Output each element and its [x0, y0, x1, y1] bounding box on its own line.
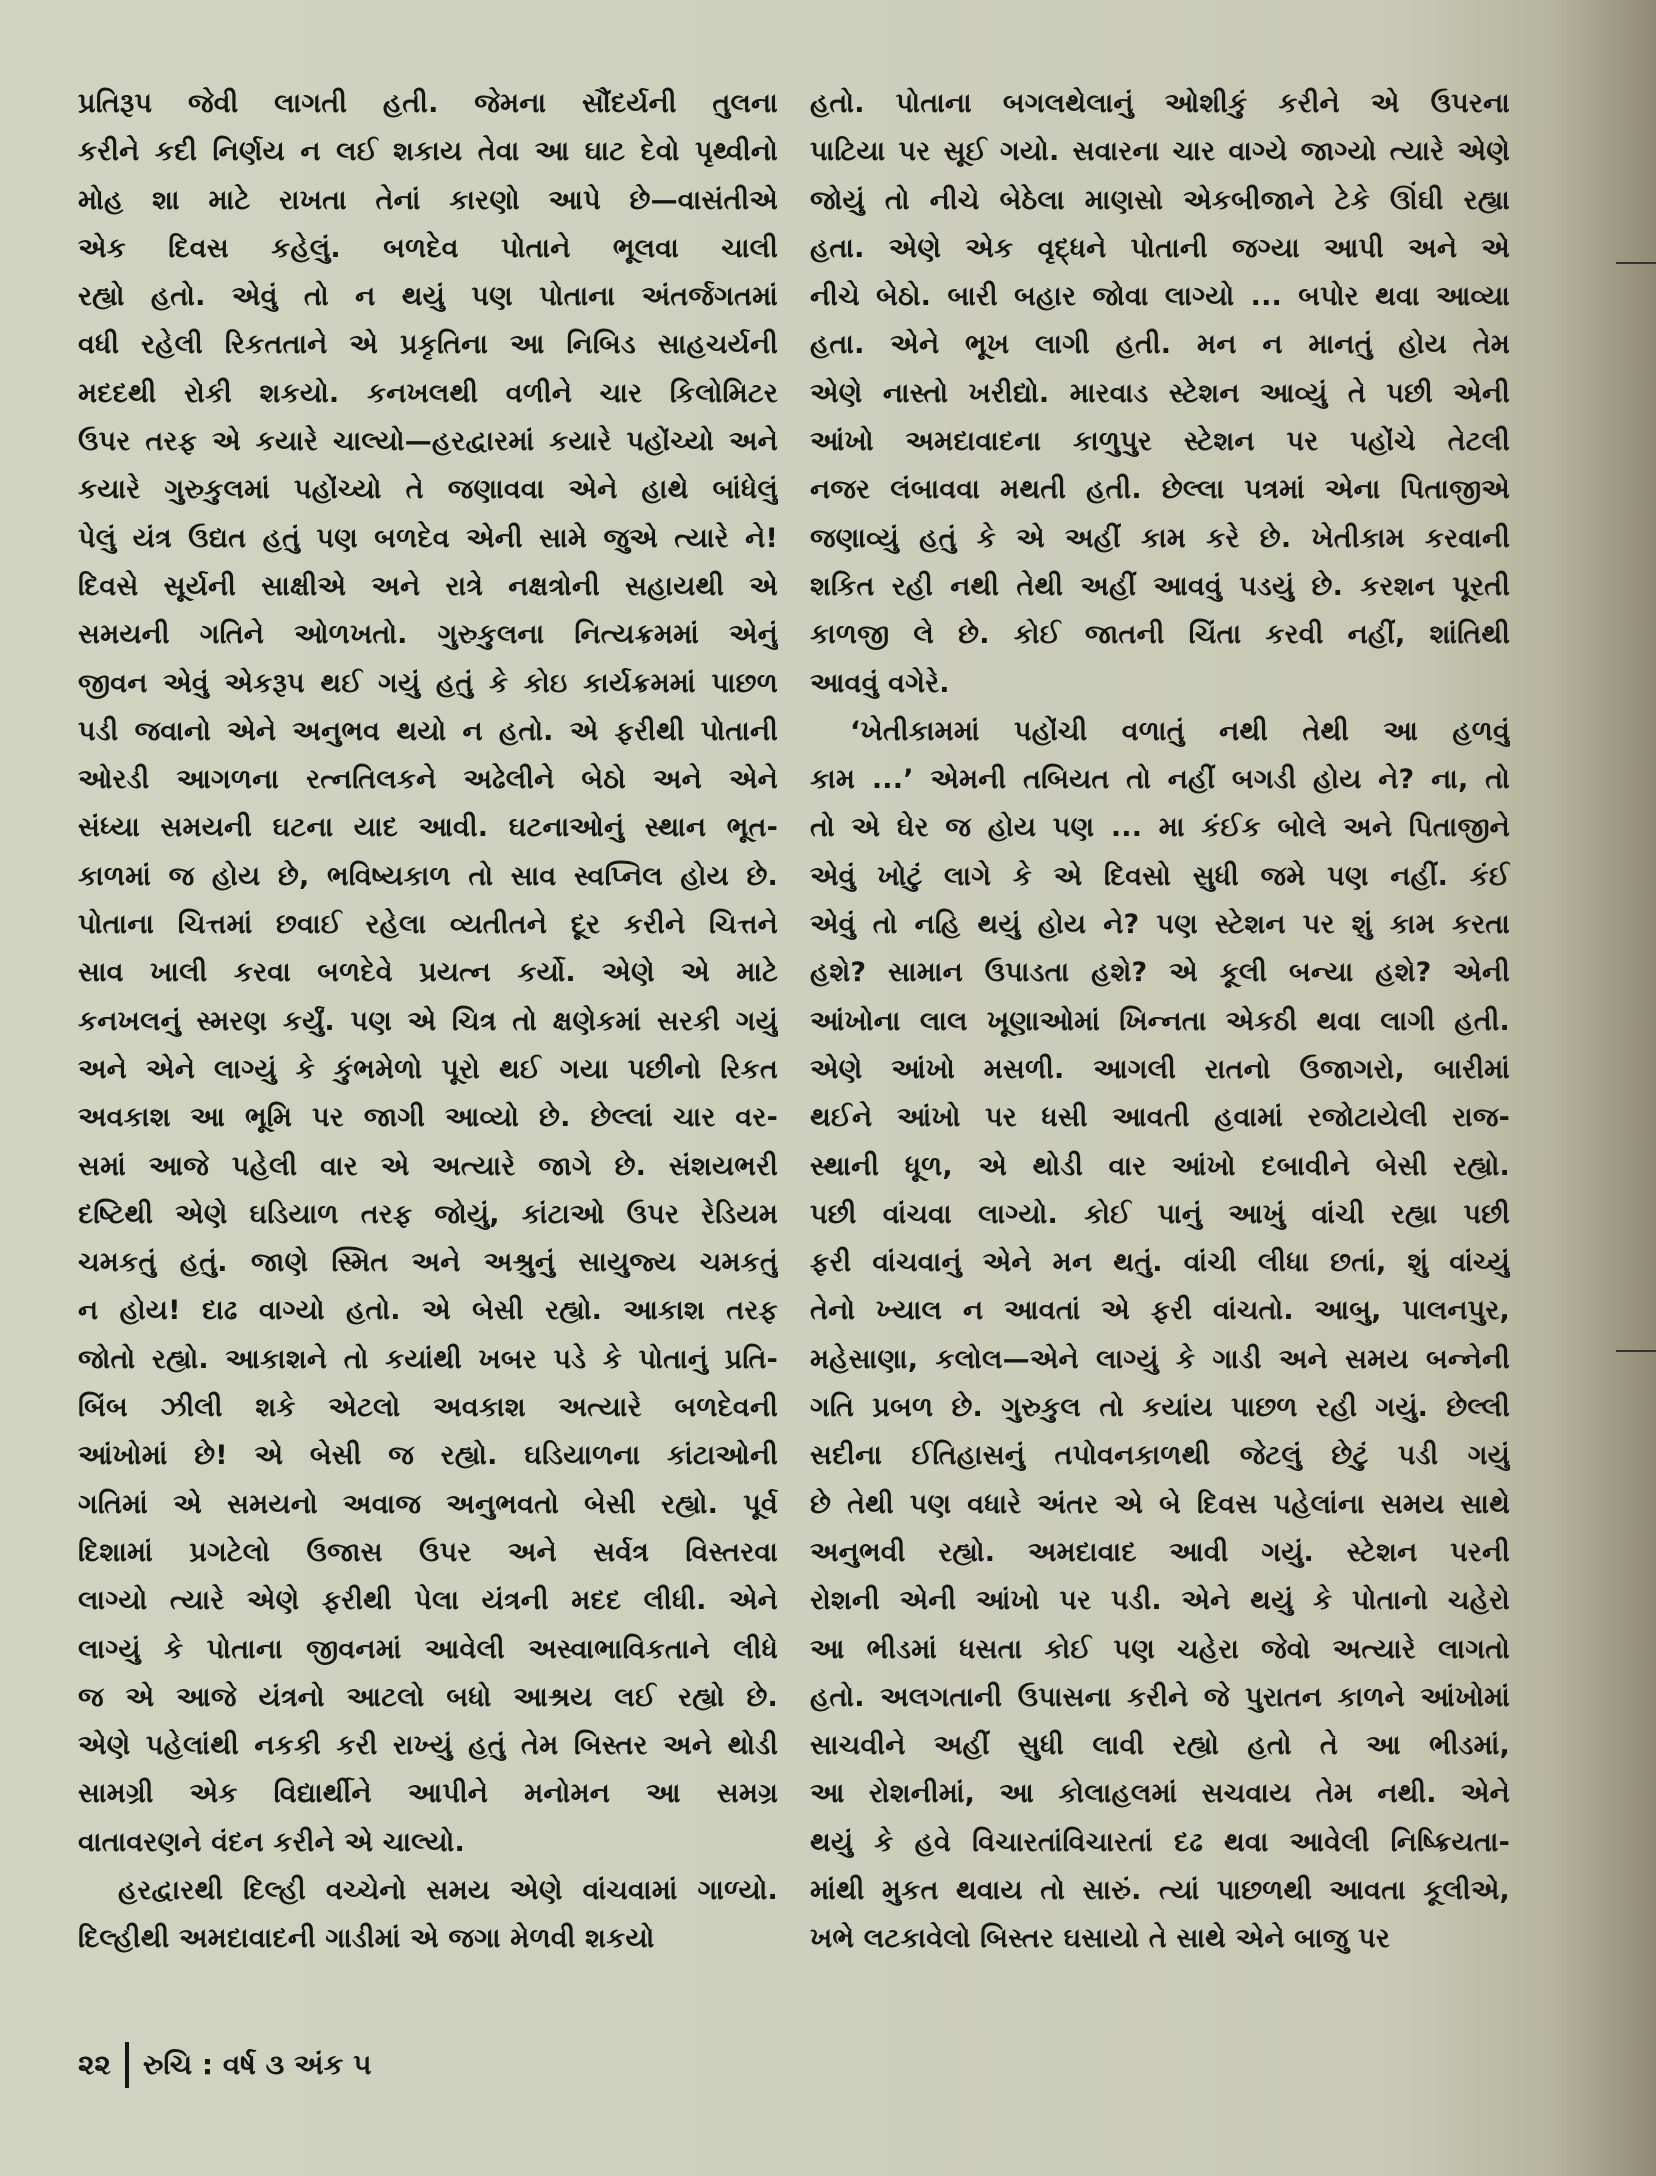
text-line: ‘ખેતીકામમાં પહોંચી વળાતું નથી તેથી આ હળવું — [850, 715, 1510, 747]
text-line: હતા. એણે એક વૃદ્ધને પોતાની જગ્યા આપી અને એ — [810, 232, 1510, 264]
text-line: ઉપર તરફ એ કયારે ચાલ્યો—હરદ્વારમાં કયારે પહોંચ્યો અને — [78, 426, 778, 458]
text-line: રહ્યો હતો. એવું તો ન થયું પણ પોતાના અંતર્જગતમાં — [78, 281, 778, 313]
text-line: આંખોમાં છે! એ બેસી જ રહ્યો. ઘડિયાળના કાંટાઓની — [78, 1440, 778, 1472]
text-line: અવકાશ આ ભૂમિ પર જાગી આવ્યો છે. છેલ્લાં ચાર વર- — [78, 1102, 778, 1134]
text-line: સદીના ઈતિહાસનું તપોવનકાળથી જેટલું છેટું પડી ગયું — [810, 1440, 1510, 1472]
left-text-column — [78, 80, 778, 1964]
text-line: એણે આંખો મસળી. આગલી રાતનો ઉજાગરો, બારીમાં — [810, 1053, 1510, 1085]
text-line: મદદથી રોકી શકયો. કનખલથી વળીને ચાર કિલોમિટર — [78, 377, 778, 409]
page-number: ૨૨ — [78, 2048, 111, 2081]
text-line: સમયની ગતિને ઓળખતો. ગુરુકુલના નિત્યક્રમમાં એનું — [78, 619, 778, 651]
text-line: એવું તો નહિ થયું હોય ને? પણ સ્ટેશન પર શું કામ કરતા — [810, 909, 1510, 941]
footer-divider — [125, 2042, 129, 2088]
text-line: બિંબ ઝીલી શકે એટલો અવકાશ અત્યારે બળદેવની — [78, 1392, 778, 1424]
text-line: મહેસાણા, કલોલ—એને લાગ્યું કે ગાડી અને સમય બન્નેની — [810, 1343, 1510, 1375]
text-line: આવવું વગેરે. — [810, 667, 950, 699]
text-line: પ્રતિરૂપ જેવી લાગતી હતી. જેમના સૌંદર્યની તુલના — [78, 88, 778, 119]
text-line: સમાં આજે પહેલી વાર એ અત્યારે જાગે છે. સંશયભરી — [78, 1150, 778, 1182]
text-line: નજર લંબાવવા મથતી હતી. છેલ્લા પત્રમાં એના પિતાજીએ — [810, 474, 1510, 506]
text-line: અનુભવી રહ્યો. અમદાવાદ આવી ગયું. સ્ટેશન પરની — [810, 1536, 1510, 1568]
text-line: સાવ ખાલી કરવા બળદેવે પ્રયત્ન કર્યો. એણે એ માટે — [78, 957, 778, 989]
text-line: એણે નાસ્તો ખરીદ્યો. મારવાડ સ્ટેશન આવ્યું તે પછી એની — [810, 377, 1510, 409]
text-line: આંખોના લાલ ખૂણાઓમાં ખિન્નતા એકઠી થવા લાગી હતી. — [810, 1005, 1510, 1037]
text-line: વાતાવરણને વંદન કરીને એ ચાલ્યો. — [78, 1826, 465, 1858]
text-line: હરદ્વારથી દિલ્હી વચ્ચેનો સમય એણે વાંચવામાં ગાળ્યો. — [118, 1874, 778, 1906]
text-line: એક દિવસ કહેલું. બળદેવ પોતાને ભૂલવા ચાલી — [78, 232, 778, 264]
text-line: દિલ્હીથી અમદાવાદની ગાડીમાં એ જગા મેળવી શકયો — [78, 1923, 655, 1955]
text-line: ગતિ પ્રબળ છે. ગુરુકુલ તો કયાંય પાછળ રહી ગયું. છેલ્લી — [810, 1392, 1510, 1424]
text-line: ફરી વાંચવાનું એને મન થતું. વાંચી લીધા છતાં, શું વાંચ્યું — [810, 1247, 1510, 1279]
text-line: જોતો રહ્યો. આકાશને તો કયાંથી ખબર પડે કે પોતાનું પ્રતિ- — [78, 1343, 778, 1375]
text-line: સ્થાની ધૂળ, એ થોડી વાર આંખો દબાવીને બેસી રહ્યો. — [810, 1150, 1510, 1182]
text-line: મોહ શા માટે રાખતા તેનાં કારણો આપે છે—વાસંતીએ — [78, 184, 778, 216]
text-line: માંથી મુકત થવાય તો સારું. ત્યાં પાછળથી આવતા કૂલીએ, — [810, 1874, 1510, 1906]
text-line: જ એ આજે યંત્રનો આટલો બધો આશ્રય લઈ રહ્યો છે. — [78, 1681, 778, 1713]
text-line: જણાવ્યું હતું કે એ અહીં કામ કરે છે. ખેતીકામ કરવાની — [810, 522, 1510, 554]
text-line: કયારે ગુરુકુલમાં પહોંચ્યો તે જણાવવા એને હાથે બાંધેલું — [78, 474, 778, 506]
text-line: વધી રહેલી રિકતતાને એ પ્રકૃતિના આ નિબિડ સાહચર્યની — [78, 329, 778, 361]
right-text-column — [810, 80, 1510, 1964]
text-line: ન હોય! દાઢ વાગ્યો હતો. એ બેસી રહ્યો. આકાશ તરફ — [78, 1295, 778, 1327]
page-footer — [78, 2040, 372, 2090]
text-line: આંખો અમદાવાદના કાળુપુર સ્ટેશન પર પહોંચે તેટલી — [810, 426, 1510, 458]
text-line: જીવન એવું એકરૂપ થઈ ગયું હતું કે કોઇ કાર્યક્રમમાં પાછળ — [78, 667, 778, 699]
text-line: પાટિયા પર સૂઈ ગયો. સવારના ચાર વાગ્યે જાગ્યો ત્યારે એણે — [810, 136, 1510, 168]
text-line: અને એને લાગ્યું કે કુંભમેળો પૂરો થઈ ગયા પછીનો રિકત — [78, 1053, 778, 1085]
text-line: પેલું યંત્ર ઉદ્યત હતું પણ બળદેવ એની સામે જુએ ત્યારે ને! — [78, 522, 778, 554]
publication-issue: રુચિ : વર્ષ ૩ અંક ૫ — [142, 2048, 372, 2081]
text-line: લાગ્યો ત્યારે એણે ફરીથી પેલા યંત્રની મદદ લીધી. એને — [78, 1585, 778, 1617]
text-line: નીચે બેઠો. બારી બહાર જોવા લાગ્યો ... બપોર થવા આવ્યા — [810, 281, 1510, 313]
text-line: દિવસે સૂર્યની સાક્ષીએ અને રાત્રે નક્ષત્રોની સહાયથી એ — [78, 570, 778, 602]
text-line: પોતાના ચિત્તમાં છવાઈ રહેલા વ્યતીતને દૂર કરીને ચિત્તને — [78, 909, 778, 941]
text-line: શકિત રહી નથી તેથી અહીં આવવું પડયું છે. કરશન પૂરતી — [810, 570, 1510, 602]
text-line: આ રોશનીમાં, આ કોલાહલમાં સચવાય તેમ નથી. એને — [810, 1778, 1510, 1810]
text-line: કનખલનું સ્મરણ કર્યું. પણ એ ચિત્ર તો ક્ષણેકમાં સરકી ગયું — [78, 1005, 778, 1037]
text-line: છે તેથી પણ વધારે અંતર એ બે દિવસ પહેલાંના સમય સાથે — [810, 1488, 1510, 1520]
text-line: તો એ ઘેર જ હોય પણ ... મા કંઈક બોલે અને પિતાજીને — [810, 812, 1510, 844]
text-line: દિશામાં પ્રગટેલો ઉજાસ ઉપર અને સર્વત્ર વિસ્તરવા — [78, 1536, 778, 1568]
text-line: સાચવીને અહીં સુધી લાવી રહ્યો હતો તે આ ભીડમાં, — [810, 1730, 1510, 1762]
text-line: રોશની એની આંખો પર પડી. એને થયું કે પોતાનો ચહેરો — [810, 1585, 1510, 1617]
page-edge-mark — [1616, 1350, 1656, 1352]
text-line: લાગ્યું કે પોતાના જીવનમાં આવેલી અસ્વાભાવિકતાને લીધે — [78, 1633, 778, 1665]
text-line: હતા. એને ભૂખ લાગી હતી. મન ન માનતું હોય તેમ — [810, 329, 1510, 361]
text-line: ખભે લટકાવેલો બિસ્તર ઘસાયો તે સાથે એને બાજુ પર — [810, 1923, 1390, 1955]
text-line: દષ્ટિથી એણે ઘડિયાળ તરફ જોયું, કાંટાઓ ઉપર રેડિયમ — [78, 1198, 778, 1230]
text-line: કાળમાં જ હોય છે, ભવિષ્યકાળ તો સાવ સ્વપ્નિલ હોય છે. — [78, 860, 778, 892]
text-line: હતો. પોતાના બગલથેલાનું ઓશીકું કરીને એ ઉપરના — [810, 88, 1510, 119]
text-line: આ ભીડમાં ધસતા કોઈ પણ ચહેરા જેવો અત્યારે લાગતો — [810, 1633, 1510, 1665]
text-line: હશે? સામાન ઉપાડતા હશે? એ કૂલી બન્યા હશે? એની — [810, 957, 1510, 989]
text-line: જોયું તો નીચે બેઠેલા માણસો એકબીજાને ટેકે ઊંઘી રહ્યા — [810, 184, 1510, 216]
text-line: સામગ્રી એક વિદ્યાર્થીને આપીને મનોમન આ સમગ્ર — [78, 1778, 778, 1810]
text-line: કાળજી લે છે. કોઈ જાતની ચિંતા કરવી નહીં, શાંતિથી — [810, 619, 1510, 651]
text-line: ચમકતું હતું. જાણે સ્મિત અને અશ્રુનું સાયુજ્ય ચમકતું — [78, 1247, 778, 1279]
text-line: પછી વાંચવા લાગ્યો. કોઈ પાનું આખું વાંચી રહ્યા પછી — [810, 1198, 1510, 1230]
text-line: સંધ્યા સમયની ઘટના યાદ આવી. ઘટનાઓનું સ્થાન ભૂત- — [78, 812, 778, 844]
text-line: થઈને આંખો પર ધસી આવતી હવામાં રજોટાયેલી રાજ- — [810, 1102, 1510, 1134]
text-line: કરીને કદી નિર્ણય ન લઈ શકાય તેવા આ ઘાટ દેવો પૃથ્વીનો — [78, 136, 778, 168]
text-line: કામ ...’ એમની તબિયત તો નહીં બગડી હોય ને? ના, તો — [810, 764, 1510, 796]
text-line: હતો. અલગતાની ઉપાસના કરીને જે પુરાતન કાળને આંખોમાં — [810, 1681, 1510, 1713]
text-line: પડી જવાનો એને અનુભવ થયો ન હતો. એ ફરીથી પોતાની — [78, 715, 778, 747]
text-line: થયું કે હવે વિચારતાંવિચારતાં દઢ થવા આવેલી નિષ્ક્રિયતા- — [810, 1826, 1510, 1858]
text-line: એણે પહેલાંથી નકકી કરી રાખ્યું હતું તેમ બિસ્તર અને થોડી — [78, 1730, 778, 1762]
text-line: તેનો ખ્યાલ ન આવતાં એ ફરી વાંચતો. આબુ, પાલનપુર, — [810, 1295, 1510, 1327]
text-line: ગતિમાં એ સમયનો અવાજ અનુભવતો બેસી રહ્યો. પૂર્વ — [78, 1488, 778, 1520]
text-line: ઓરડી આગળના રત્નતિલકને અઢેલીને બેઠો અને એને — [78, 764, 778, 796]
page-edge-mark — [1616, 262, 1656, 264]
text-line: એવું ખોટું લાગે કે એ દિવસો સુધી જમે પણ નહીં. કંઈ — [810, 860, 1510, 892]
